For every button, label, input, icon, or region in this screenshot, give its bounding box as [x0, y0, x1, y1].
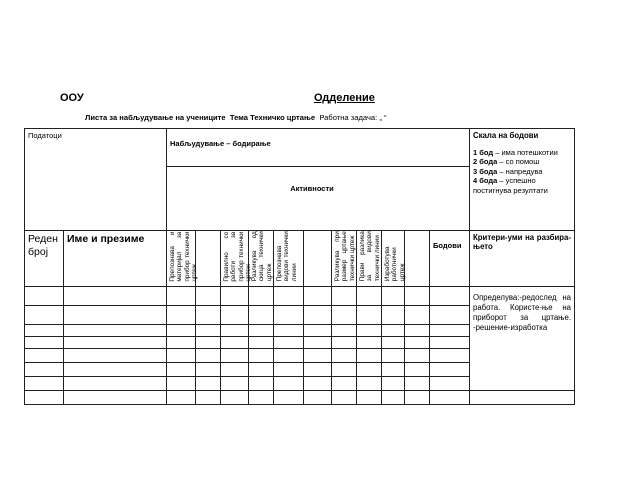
scale-last-line: постигнува резултати	[473, 185, 548, 195]
col-name-header: Име и презиме	[64, 230, 167, 286]
observation-label: Набљудување – бодирање	[170, 139, 271, 148]
subtitle	[85, 113, 387, 122]
activity-6-header: Прави разлика за видови технички линии	[357, 230, 382, 286]
table-row	[25, 286, 575, 305]
activity-2-header: Правилно со работи за прибор технички цртеж	[221, 230, 249, 286]
activity-5-header: Разликува при размер цртање технички цртеж	[332, 230, 357, 286]
criteria-text: Определува:-редослед на работа. Користе-ње на приборот за цртање. -решение-изработка	[470, 286, 575, 390]
scale-title: Скала на бодови	[473, 131, 539, 140]
scale-line-4: 4 бода – успешно	[473, 176, 536, 186]
activity-7-header: Изработува работнички цртеж	[382, 230, 405, 286]
task-label: Работна задача: „ “	[319, 113, 387, 122]
activity-1-header: Препознава и материјал за прибор технички цртеж	[167, 230, 196, 286]
data-cell	[25, 129, 167, 231]
col-number-header: Реден број	[25, 230, 64, 286]
observation-cell	[167, 129, 470, 151]
data-label: Податоци	[28, 131, 62, 140]
col-criteria-header: Критери-уми на разбира-њето	[470, 230, 575, 286]
topic-label: Тема Техничко цртање	[229, 113, 316, 122]
activities-label: Активности	[290, 183, 334, 193]
activity-3-header: Разликува од скица технички цртеж	[249, 230, 274, 286]
scale-line-2: 2 бода – со помош	[473, 157, 540, 167]
table-row	[25, 390, 575, 404]
activities-cell	[167, 166, 470, 230]
activity-4-header: Препознава видови технички линии	[274, 230, 304, 286]
department-label: Одделение	[314, 92, 375, 104]
col-points-header: Бодови	[430, 230, 470, 286]
school-label: ООУ	[60, 92, 84, 104]
list-title: Листа за набљудување на учениците	[85, 113, 226, 122]
observation-table	[24, 128, 575, 405]
scale-line-3: 3 бода – напредува	[473, 166, 543, 176]
scale-line-1: 1 бод – има потешкотии	[473, 148, 558, 157]
scale-cell	[470, 129, 575, 231]
